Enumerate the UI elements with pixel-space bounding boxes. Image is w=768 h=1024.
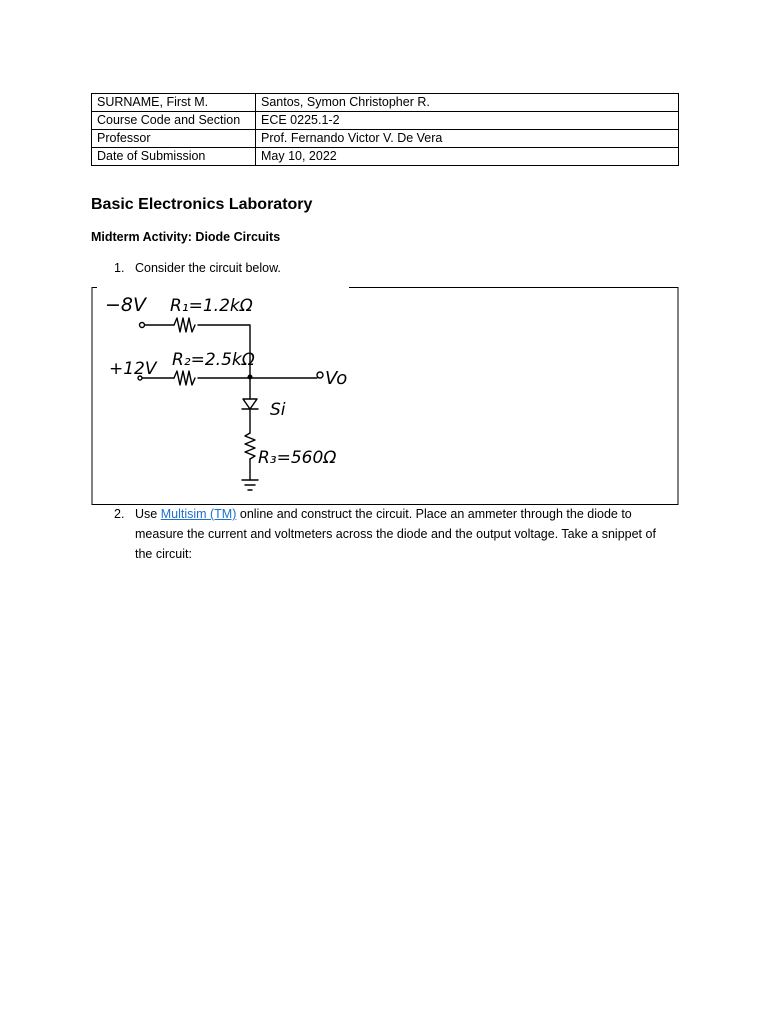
table-row bbox=[92, 148, 679, 166]
list-number: 1. bbox=[114, 261, 125, 275]
list-item-2 bbox=[114, 504, 674, 566]
list-text: Consider the circuit below. bbox=[135, 261, 281, 275]
label-v1: −8V bbox=[105, 294, 147, 316]
document-heading: Basic Electronics Laboratory bbox=[91, 196, 313, 213]
table-row bbox=[92, 130, 679, 148]
label-r2: R₂=2.5kΩ bbox=[172, 350, 255, 370]
info-value: Santos, Symon Christopher R. bbox=[256, 94, 679, 112]
label-diode: Si bbox=[270, 400, 286, 420]
resistor-r1 bbox=[174, 318, 195, 332]
multisim-link[interactable]: Multisim (TM) bbox=[160, 507, 237, 521]
info-label: Date of Submission bbox=[92, 148, 256, 166]
list-number: 2. bbox=[114, 507, 125, 521]
resistor-r2 bbox=[174, 371, 195, 385]
label-vo: Vo bbox=[325, 368, 348, 389]
diode-symbol bbox=[242, 399, 258, 409]
table-row bbox=[92, 112, 679, 130]
label-r3: R₃=560Ω bbox=[258, 448, 337, 468]
info-value: ECE 0225.1-2 bbox=[256, 112, 679, 130]
activity-title: Midterm Activity: Diode Circuits bbox=[91, 230, 281, 244]
table-row bbox=[92, 94, 679, 112]
info-label: SURNAME, First M. bbox=[92, 94, 256, 112]
student-info-table bbox=[91, 93, 679, 166]
label-r1: R₁=1.2kΩ bbox=[170, 296, 253, 316]
info-label: Course Code and Section bbox=[92, 112, 256, 130]
info-label: Professor bbox=[92, 130, 256, 148]
terminal-node bbox=[140, 323, 145, 328]
list-text bbox=[135, 504, 671, 564]
circuit-figure bbox=[91, 287, 679, 505]
list-text-post: online and construct the circuit. Place an ammeter through the diode to measure the current and voltmeters across the diode and the output voltage. Take a snippet of the circuit: bbox=[135, 507, 656, 561]
info-value: May 10, 2022 bbox=[256, 148, 679, 166]
figure-frame bbox=[92, 288, 678, 505]
label-v2: +12V bbox=[109, 359, 157, 379]
output-node bbox=[317, 372, 323, 378]
info-value: Prof. Fernando Victor V. De Vera bbox=[256, 130, 679, 148]
resistor-r3 bbox=[245, 433, 255, 459]
ground-symbol bbox=[242, 480, 258, 490]
list-item-1 bbox=[114, 258, 674, 278]
list-text-pre: Use bbox=[135, 507, 161, 521]
circuit-diagram bbox=[91, 287, 679, 505]
